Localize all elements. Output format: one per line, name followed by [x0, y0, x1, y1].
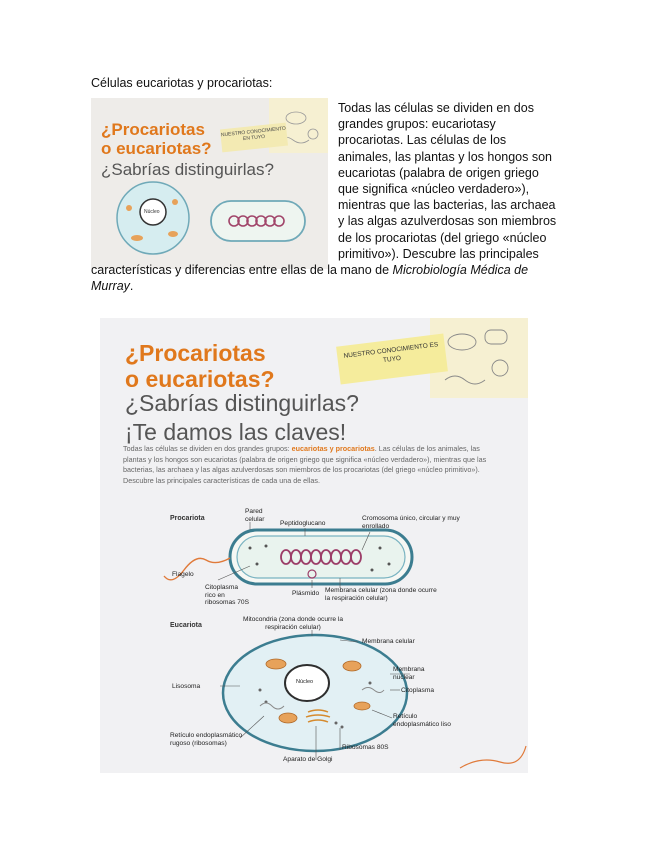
paragraph-end: .: [129, 279, 134, 294]
label-membrana-nuclear: Membrana nuclear: [393, 666, 425, 681]
infographic-poster: [100, 318, 528, 773]
poster-intro: [123, 444, 503, 486]
page-title: Células eucariotas y procariotas:: [91, 76, 273, 90]
label-citoplasma-euc: Citoplasma: [401, 687, 434, 694]
paragraph-text: características y diferencias entre ellas de la mano de: [91, 263, 393, 277]
thumbnail-title: [101, 120, 212, 158]
poster-intro-rest: . Las células de los animales, las plantas y los hongos son eucariotas (palabra de origen griego que significa «núcleo verdadero»), mientras que las bacterias, las archaea y las algas azulverdosas son miembros de los procariotas (del griego «núcleo primitivo»). Descubre las principales características de cada una de ellas.: [123, 444, 487, 485]
label-plasmido: Plásmido: [292, 590, 320, 597]
label-aparato-golgi: Aparato de Golgi: [283, 756, 333, 763]
poster-title: [125, 340, 275, 392]
label-mitocondria: Mitocondria (zona donde ocurre la respiración celular): [242, 616, 344, 631]
intro-paragraph: Todas las células se dividen en dos grandes grupos: eucariotasy procariotas. Las células de los animales, las plantas y los hongos son eucariotas (palabra de origen griego que significa «núcleo verdadero»), mientras que las bacterias, las archaea y las algas azulverdosas son miembros de los procariotas (del griego «núcleo primitivo»). Descubre las principales: [338, 101, 557, 261]
intro-paragraph-continued: [91, 262, 561, 294]
poster-title-line2: o eucariotas?: [125, 366, 275, 392]
thumbnail-title-line1: ¿Procariotas: [101, 120, 205, 139]
label-ribosomas-80s: Ribosomas 80S: [342, 744, 389, 751]
poster-title-line1: ¿Procariotas: [125, 340, 266, 366]
thumbnail-prokaryote-cell: [211, 201, 305, 241]
poster-sticky-note: NUESTRO CONOCIMIENTO ES TUYO: [336, 334, 448, 385]
label-lisosoma: Lisosoma: [172, 683, 201, 690]
thumbnail-note: NUESTRO CONOCIMIENTO EN TUYO: [220, 123, 288, 153]
label-cromosoma: Cromosoma único, circular y muy enrollado: [362, 515, 460, 530]
label-flagelo: Flagelo: [172, 571, 194, 578]
prokaryote-section-label: Procariota: [170, 515, 205, 522]
label-membrana-celular: Membrana celular: [362, 638, 415, 645]
label-pared-celular: Pared celular: [245, 508, 265, 523]
poster-intro-highlight: eucariotas y procariotas: [291, 444, 375, 453]
label-nucleo: Núcleo: [296, 679, 314, 685]
label-citoplasma-proc: Citoplasma rico en ribosomas 70S: [205, 584, 249, 606]
thumbnail-nucleus-label: Núcleo: [144, 209, 160, 215]
book-title: Microbiología Médica de Murray: [91, 263, 529, 294]
label-reticulo-rugoso: Retículo endoplasmático rugoso (ribosomas): [170, 732, 243, 747]
prokaryote-diagram: [164, 522, 412, 588]
label-membrana-proc: Membrana celular (zona donde ocurre la respiración celular): [325, 587, 437, 602]
label-peptidoglucano: Peptidoglucano: [280, 520, 326, 527]
poster-subtitle-line2: ¡Te damos las claves!: [125, 419, 347, 445]
poster-subtitle-line1: ¿Sabrías distinguirlas?: [125, 390, 359, 416]
label-reticulo-liso: Retículo endoplasmático liso: [393, 713, 451, 728]
eukaryote-section-label: Eucariota: [170, 622, 202, 629]
poster-intro-text: Todas las células se dividen en dos grandes grupos:: [123, 444, 292, 453]
thumbnail-title-line2: o eucariotas?: [101, 139, 212, 158]
decorative-swoosh: [460, 746, 526, 768]
thumbnail-subtitle: ¿Sabrías distinguirlas?: [101, 160, 274, 179]
infographic-thumbnail: [91, 98, 328, 269]
poster-subtitle: [125, 389, 359, 447]
thumbnail-chromosome: [229, 216, 284, 226]
